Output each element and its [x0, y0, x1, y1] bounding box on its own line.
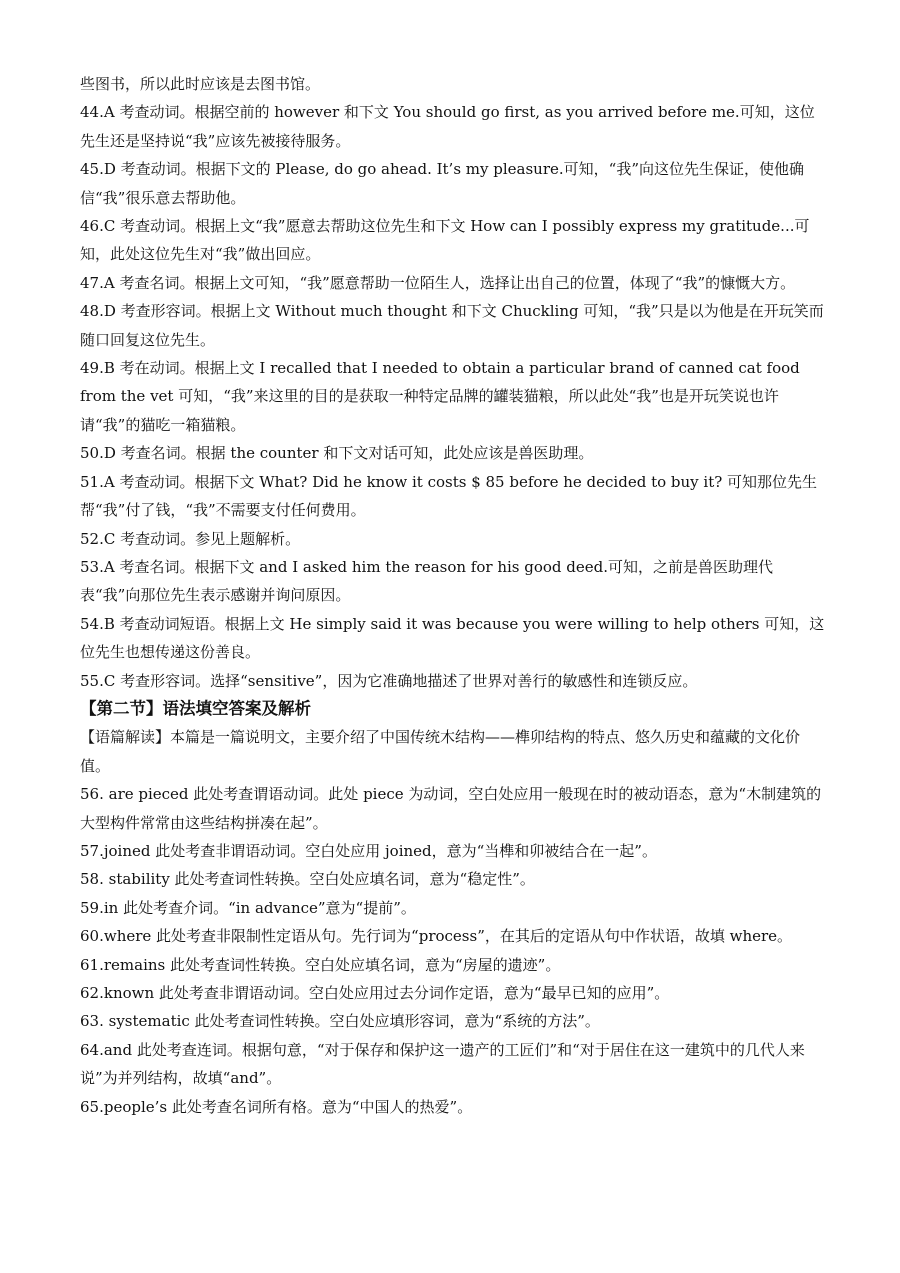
answer-60: 60.where 此处考查非限制性定语从句。先行词为“process”，在其后的定语从句中作状语，故填 where。: [80, 927, 793, 946]
answer-48: 48.D 考查形容词。根据上文 Without much thought 和下文 Chuckling 可知，“我”只是以为他是在开玩笑而随口回复这位先生。: [80, 302, 824, 349]
answer-explanations: [80, 70, 825, 1121]
answer-55: 55.C 考查形容词。选择“sensitive”，因为它准确地描述了世界对善行的敏感性和连锁反应。: [80, 671, 698, 690]
answer-64: 64.and 此处考查连词。根据句意，“对于保存和保护这一遗产的工匠们”和“对于居住在这一建筑中的几代人来说”为并列结构，故填“and”。: [80, 1040, 805, 1088]
passage-summary: 【语篇解读】本篇是一篇说明文，主要介绍了中国传统木结构——榫卯结构的特点、悠久历史和蕴藏的文化价值。: [80, 728, 801, 775]
answer-58: 58. stability 此处考查词性转换。空白处应填名词，意为“稳定性”。: [80, 870, 535, 889]
answer-57: 57.joined 此处考查非谓语动词。空白处应用 joined，意为“当榫和卯被结合在一起”。: [80, 841, 657, 860]
answer-45: 45.D 考查动词。根据下文的 Please, do go ahead. It’s my pleasure.可知，“我”向这位先生保证，使他确信“我”很乐意去帮助他。: [80, 160, 804, 207]
answer-49: 49.B 考在动词。根据上文 I recalled that I needed to obtain a particular brand of canned cat food from the vet 可知，“我”来这里的目的是获取一种特定品牌的罐装猫粮，所以此处“我”也是开玩笑说也许请“我”的猫吃一箱猫粮。: [80, 359, 800, 434]
answer-46: 46.C 考查动词。根据上文“我”愿意去帮助这位先生和下文 How can I possibly express my gratitude...可知，此处这位先生对“我”做出回应。: [80, 217, 810, 264]
answer-44: 44.A 考查动词。根据空前的 however 和下文 You should go first, as you arrived before me.可知，这位先生还是坚持说“我”应该先被接待服务。: [80, 103, 815, 150]
answer-54: 54.B 考查动词短语。根据上文 He simply said it was because you were willing to help others 可知，这位先生也想传递这份善良。: [80, 614, 825, 662]
answer-51: 51.A 考查动词。根据下文 What? Did he know it costs $ 85 before he decided to buy it? 可知那位先生帮“我”付了钱，“我”不需要支付任何费用。: [80, 472, 818, 520]
answer-53: 53.A 考查名词。根据下文 and I asked him the reason for his good deed.可知，之前是兽医助理代表“我”向那位先生表示感谢并询问原因。: [80, 557, 774, 605]
answer-50: 50.D 考查名词。根据 the counter 和下文对话可知，此处应该是兽医助理。: [80, 444, 594, 463]
answer-65: 65.people’s 此处考查名词所有格。意为“中国人的热爱”。: [80, 1097, 473, 1116]
section-heading: 【第二节】语法填空答案及解析: [80, 698, 311, 718]
paragraph-continuation: 些图书，所以此时应该是去图书馆。: [80, 75, 321, 93]
answer-61: 61.remains 此处考查词性转换。空白处应填名词，意为“房屋的遗迹”。: [80, 955, 561, 974]
answer-56: 56. are pieced 此处考查谓语动词。此处 piece 为动词，空白处应用一般现在时的被动语态，意为“木制建筑的大型构件常常由这些结构拼凑在起”。: [80, 785, 822, 832]
answer-59: 59.in 此处考查介词。“in advance”意为“提前”。: [80, 898, 416, 917]
answer-62: 62.known 此处考查非谓语动词。空白处应用过去分词作定语，意为“最早已知的应用”。: [80, 984, 670, 1002]
answer-52: 52.C 考查动词。参见上题解析。: [80, 529, 301, 548]
answer-47: 47.A 考查名词。根据上文可知，“我”愿意帮助一位陌生人，选择让出自己的位置，体现了“我”的慷慨大方。: [80, 273, 796, 292]
answer-63: 63. systematic 此处考查词性转换。空白处应填形容词，意为“系统的方法”。: [80, 1012, 600, 1031]
